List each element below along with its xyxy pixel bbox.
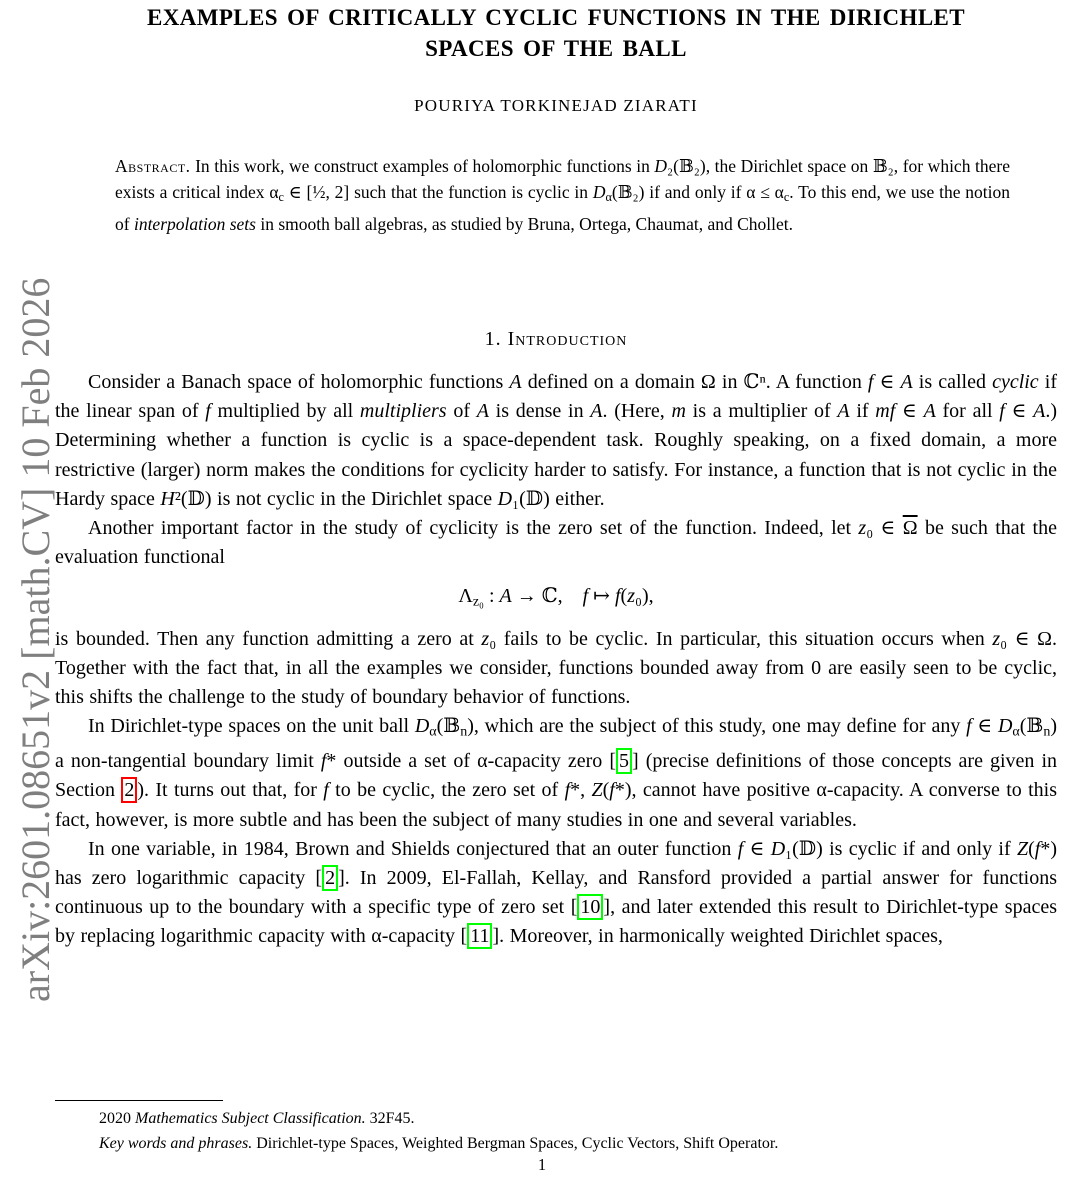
text-segment: f	[205, 400, 211, 423]
text-segment: D	[770, 837, 786, 860]
citation-11[interactable]: 11	[467, 923, 492, 949]
display-equation	[55, 581, 1057, 618]
text-segment: In Dirichlet-type spaces on the unit ball	[88, 715, 415, 738]
text-segment: z	[858, 516, 867, 539]
text-segment: 2020	[99, 1110, 135, 1127]
citation-10[interactable]: 10	[577, 894, 603, 920]
text-segment: $\overline{\Omega}$	[902, 516, 918, 539]
text-segment: is dense in	[488, 400, 591, 423]
text-segment: In this work, we construct examples of holomorphic functions in	[190, 156, 655, 176]
paper-title	[55, 2, 1057, 64]
text-segment: 32F45.	[365, 1110, 415, 1127]
text-segment: f	[582, 585, 589, 608]
text-segment: c	[278, 190, 284, 205]
text-segment: A	[1033, 400, 1046, 423]
text-segment: * outside a set of α-capacity zero [	[326, 750, 616, 773]
text-segment: (𝔹₂) if and only if α ≤ α	[611, 182, 784, 203]
text-segment: is a multiplier of	[685, 400, 838, 423]
text-segment: *,	[570, 779, 592, 802]
text-segment: Z	[591, 779, 603, 802]
text-segment: .) Determining whether a function is cyclic is a space-dependent task. Roughly speaking, on a fixed domain, a more restrictive (larger) norm makes the conditions for cyclicity harder to satisfy. For instance, a function that is not cyclic in the Hardy space	[55, 400, 1058, 510]
text-segment: ₀ ∈ Ω. Together with the fact that, in all the examples we consider, functions bounded away from 0 are easily seen to be cyclic, this shifts the challenge to the study of boundary behavior of functions.	[55, 627, 1057, 709]
text-segment: for all	[935, 400, 1000, 423]
abstract-text	[115, 156, 1010, 234]
text-segment: f	[323, 779, 329, 802]
text-segment: A	[837, 400, 850, 423]
text-segment: (𝔹	[1019, 715, 1044, 738]
text-segment: f	[737, 837, 744, 860]
text-segment: ). It turns out that, for	[137, 779, 324, 802]
text-segment: z	[627, 585, 636, 608]
paragraph-1	[55, 368, 1057, 514]
text-segment: cyclic	[992, 370, 1039, 393]
text-segment: defined on a domain Ω in ℂⁿ. A function	[521, 370, 868, 393]
text-segment: z	[992, 627, 1001, 650]
text-segment: A	[923, 400, 936, 423]
text-segment: *) has zero logarithmic capacity [	[55, 837, 1057, 889]
text-segment: α	[605, 190, 612, 205]
text-segment: if	[849, 400, 876, 423]
text-segment: Λ	[458, 585, 473, 608]
text-segment: of	[446, 400, 477, 423]
title-line-1: EXAMPLES OF CRITICALLY CYCLIC FUNCTIONS IN THE DIRICHLET	[146, 5, 966, 30]
text-segment: A	[509, 370, 522, 393]
footnote	[55, 1100, 1057, 1156]
text-segment: ₀),	[635, 585, 654, 608]
text-segment: multipliers	[359, 400, 447, 423]
abstract-label: Abstract.	[115, 156, 191, 176]
arxiv-watermark: arXiv:2601.08651v2 [math.CV] 10 Feb 2026	[13, 277, 58, 1002]
text-segment: ∈	[743, 837, 771, 860]
text-segment: f	[320, 750, 327, 773]
text-segment	[563, 585, 583, 607]
text-segment: z₀	[472, 594, 484, 610]
section-heading-introduction: 1. Introduction	[484, 327, 628, 350]
text-segment: D	[592, 182, 606, 203]
text-segment: ]. In 2009, El-Fallah, Kellay, and Ransford provided a partial answer for functions continuous up to the boundary with a specific type of zero set [	[55, 867, 1057, 919]
citation-2[interactable]: 2	[322, 865, 338, 891]
text-segment: ), which are the subject of this study, one may define for any	[467, 715, 967, 738]
text-segment: Consider a Banach space of holomorphic functions	[88, 370, 510, 393]
text-segment: D	[497, 487, 513, 510]
text-segment: H	[160, 487, 175, 510]
text-segment: in smooth ball algebras, as studied by Bruna, Ortega, Chaumat, and Chollet.	[255, 213, 794, 234]
text-segment: ) a non-tangential boundary limit	[55, 715, 1057, 773]
text-segment: A	[499, 585, 512, 608]
text-segment: ∈	[971, 715, 998, 738]
text-segment: In one variable, in 1984, Brown and Shields conjectured that an outer function	[88, 837, 738, 860]
text-segment: if the linear span of	[55, 370, 1057, 423]
paragraph-3	[55, 712, 1057, 834]
text-segment: ∈	[895, 400, 924, 423]
text-segment: (𝔹	[436, 715, 461, 738]
text-segment: *), cannot have positive α-capacity. A converse to this fact, however, is more subtle and has been the subject of many studies in one and several variables.	[55, 779, 1057, 831]
text-segment: f	[966, 715, 972, 738]
text-segment: D	[414, 715, 430, 738]
page-number: 1	[537, 1155, 547, 1174]
text-segment: Mathematics Subject Classification.	[135, 1110, 366, 1127]
text-segment: f	[999, 400, 1005, 423]
text-segment: Key words and phrases.	[99, 1135, 253, 1152]
text-segment: (	[1028, 837, 1035, 860]
text-segment: :	[483, 585, 500, 608]
text-segment: is called	[912, 370, 993, 393]
text-segment: ₁(𝔻) either.	[512, 487, 605, 510]
text-segment: mf	[875, 400, 896, 423]
text-segment: ₁(𝔻) is cyclic if and only if	[785, 837, 1017, 860]
text-segment: (	[602, 779, 610, 802]
text-segment: → ℂ,	[511, 585, 563, 608]
text-segment: ] (precise definitions of those concepts are given in Section	[55, 750, 1057, 802]
text-segment: ₀ ∈	[866, 516, 903, 539]
text-segment: (	[620, 585, 628, 608]
text-segment: D	[654, 156, 668, 176]
text-segment: is bounded. Then any function admitting a zero at	[55, 627, 482, 650]
text-segment: f	[1034, 837, 1041, 860]
text-segment: A	[590, 400, 603, 423]
paragraph-2-continued	[55, 625, 1057, 713]
text-segment: ∈	[873, 370, 901, 393]
text-segment: f	[614, 585, 621, 608]
text-segment: f	[564, 779, 571, 802]
paragraph-4	[55, 835, 1057, 952]
paragraph-2	[55, 514, 1057, 572]
text-segment: ↦	[588, 585, 615, 608]
paper-author: POURIYA TORKINEJAD ZIARATI	[414, 96, 698, 115]
text-segment: interpolation sets	[133, 213, 256, 234]
footnote-rule	[55, 1100, 223, 1101]
text-segment: f	[867, 370, 874, 393]
footnote-msc	[55, 1106, 1057, 1131]
text-segment: Z	[1016, 837, 1029, 860]
text-segment: c	[783, 190, 790, 205]
abstract	[115, 153, 1010, 237]
title-line-2: SPACES OF THE BALL	[425, 36, 687, 61]
text-segment: ²(𝔻) is not cyclic in the Dirichlet space	[174, 487, 498, 510]
text-segment: Dirichlet-type Spaces, Weighted Bergman Spaces, Cyclic Vectors, Shift Operator.	[252, 1135, 779, 1152]
text-segment: ]. Moreover, in harmonically weighted Dirichlet spaces,	[492, 925, 943, 948]
text-segment: to be cyclic, the zero set of	[328, 779, 565, 802]
text-segment: m	[671, 400, 686, 423]
text-segment: A	[900, 370, 913, 393]
footnote-keywords	[55, 1131, 1057, 1156]
text-segment: be such that the evaluation functional	[55, 516, 1057, 569]
text-segment: D	[997, 715, 1013, 738]
text-segment: z	[481, 627, 490, 650]
text-segment: . (Here,	[602, 400, 672, 423]
text-segment: n	[460, 724, 468, 740]
text-segment: . To this end, we use the notion of	[115, 182, 1010, 234]
text-segment: f	[609, 779, 615, 802]
text-segment: Another important factor in the study of cyclicity is the zero set of the function. Indeed, let	[88, 516, 859, 539]
text-segment: ∈ [½, 2] such that the function is cyclic in	[283, 182, 593, 203]
text-segment: ], and later extended this result to Dirichlet-type spaces by replacing logarithmic capacity with α-capacity [	[55, 896, 1058, 948]
text-segment: ∈	[1004, 400, 1034, 423]
text-segment: ₀ fails to be cyclic. In particular, this situation occurs when	[489, 627, 993, 650]
section-2-ref[interactable]: 2	[121, 777, 137, 803]
text-segment: n	[1043, 724, 1051, 740]
text-segment: A	[476, 400, 489, 423]
text-segment: α	[429, 724, 437, 740]
text-segment: ₂(𝔹₂), the Dirichlet space on 𝔹₂, for which there exists a critical index α	[115, 156, 1010, 203]
text-segment: multiplied by all	[210, 400, 360, 423]
citation-5[interactable]: 5	[616, 748, 632, 774]
text-segment: α	[1012, 724, 1020, 740]
